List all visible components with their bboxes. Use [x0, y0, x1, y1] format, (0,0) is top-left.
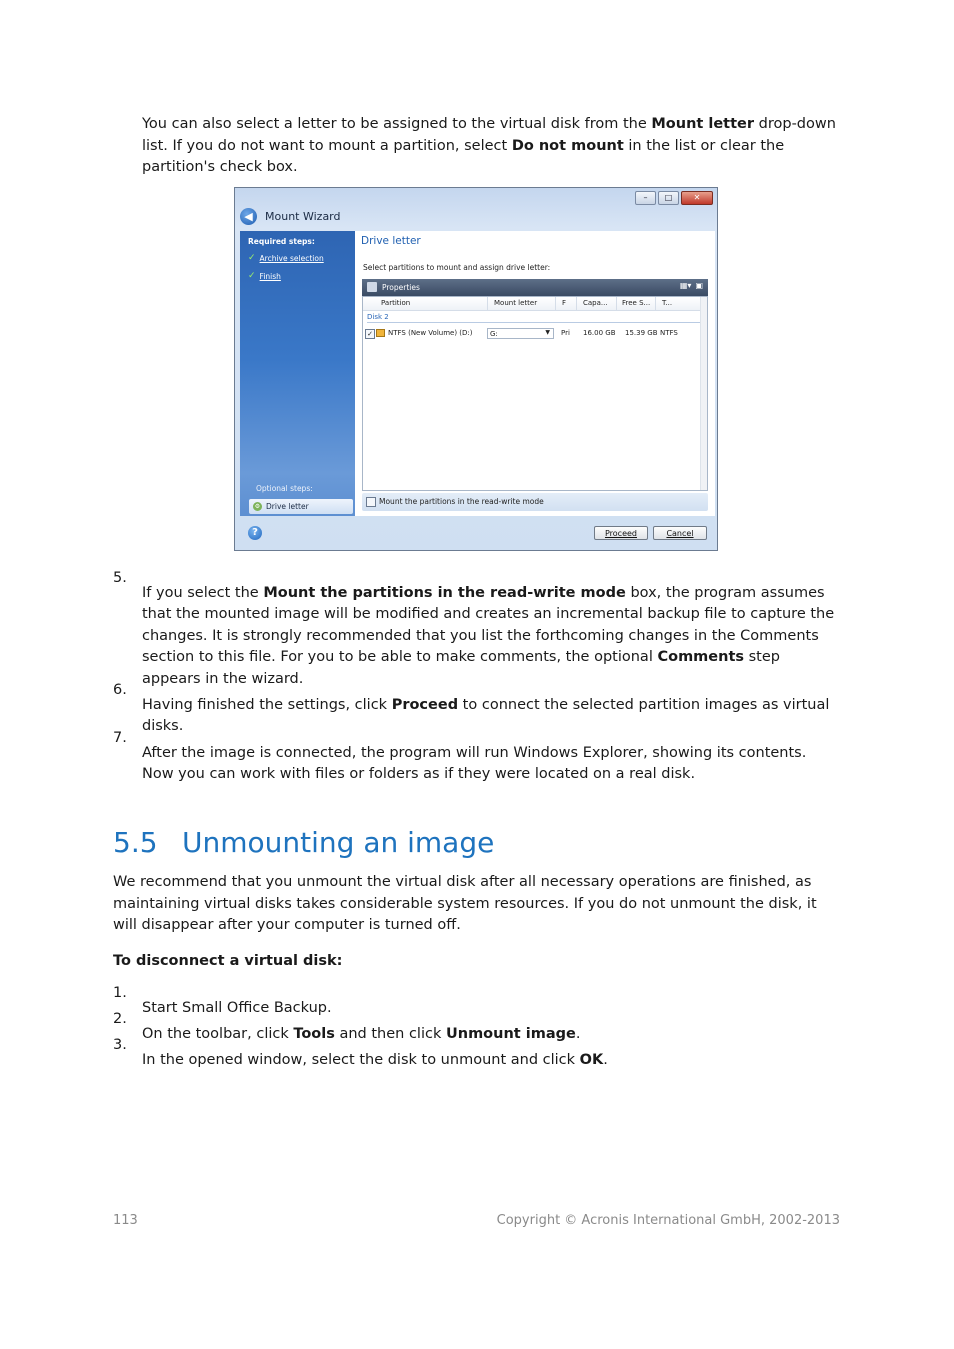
step-number: 2.: [113, 1011, 127, 1027]
required-steps-label: Required steps:: [248, 237, 315, 246]
checkmark-icon: ✓: [248, 253, 256, 263]
back-arrow-icon[interactable]: ◀: [240, 208, 257, 225]
partition-capacity: 16.00 GB: [583, 329, 616, 337]
window-title: Mount Wizard: [265, 210, 341, 223]
wizard-sidebar: [240, 231, 355, 516]
step-number: 1.: [113, 985, 127, 1001]
note-icon[interactable]: ▣: [695, 281, 703, 290]
help-icon[interactable]: ?: [248, 526, 262, 540]
col-type[interactable]: T...: [662, 299, 673, 307]
step-5-text: If you select the Mount the partitions in the read-write mode box, the program assumes that the mounted image will be modified and creates an incremental backup file to capture the changes. It is strongly recommended that you list the forthcoming changes in the Comments section to this file. For you to be able to make comments, the optional Comments step appears in the wizard.: [142, 584, 835, 687]
mount-wizard-screenshot: [234, 187, 718, 551]
disk-label: Disk 2: [367, 313, 389, 321]
unmount-step-3: In the opened window, select the disk to unmount and click OK.: [142, 1051, 608, 1068]
col-flags[interactable]: F: [562, 299, 567, 307]
window-controls: [635, 191, 713, 205]
minimize-button[interactable]: –: [635, 191, 656, 205]
col-free-space[interactable]: Free S...: [622, 299, 651, 307]
col-mount-letter[interactable]: Mount letter: [494, 299, 538, 307]
table-row[interactable]: [363, 326, 707, 340]
wizard-content: [355, 231, 715, 516]
step-archive-selection[interactable]: ✓ Archive selection: [248, 253, 324, 263]
step-finish[interactable]: ✓ Finish: [248, 271, 281, 281]
col-capacity[interactable]: Capa...: [583, 299, 608, 307]
unmount-step-2: On the toolbar, click Tools and then click Unmount image.: [142, 1025, 581, 1042]
read-write-mode-option[interactable]: Mount the partitions in the read-write mode: [362, 493, 708, 511]
columns-icon[interactable]: ▦▾: [679, 281, 692, 290]
chevron-down-icon: ▼: [545, 329, 550, 336]
partition-name: NTFS (New Volume) (D:): [388, 329, 473, 337]
cancel-button[interactable]: Cancel: [653, 526, 707, 540]
page-number: 113: [113, 1213, 138, 1228]
properties-icon: [367, 282, 377, 292]
subheading: To disconnect a virtual disk:: [113, 953, 343, 969]
section-number: 5.5: [113, 826, 158, 859]
intro-paragraph: You can also select a letter to be assigned to the virtual disk from the Mount letter drop-down list. If you do not want to mount a partition, select Do not mount in the list or clear the partition's check box.: [142, 116, 836, 176]
content-title: Drive letter: [361, 235, 421, 247]
partition-toolbar: [362, 279, 708, 296]
checkmark-icon: ✓: [248, 271, 256, 281]
step-6-text: Having finished the settings, click Proceed to connect the selected partition images as virtual disks.: [142, 696, 830, 735]
section-paragraph: We recommend that you unmount the virtual disk after all necessary operations are finished, as maintaining virtual disks takes considerable system resources. If you do not unmount the disk, it will disappear after your computer is turned off.: [113, 874, 817, 934]
partition-type: NTFS: [660, 329, 678, 337]
close-button[interactable]: ✕: [681, 191, 713, 205]
properties-button[interactable]: Properties: [382, 283, 420, 292]
mount-letter-select[interactable]: G: ▼: [487, 328, 554, 339]
unmount-step-1: Start Small Office Backup.: [142, 999, 332, 1016]
gear-icon: ⚙: [254, 503, 261, 510]
section-title: Unmounting an image: [182, 826, 495, 859]
partition-flags: Pri: [561, 329, 570, 337]
partition-checkbox[interactable]: ✓: [365, 329, 375, 339]
optional-steps-label: Optional steps:: [256, 484, 313, 493]
partition-free-space: 15.39 GB: [625, 329, 658, 337]
proceed-button[interactable]: Proceed: [594, 526, 648, 540]
list-scrollbar[interactable]: [700, 297, 707, 490]
copyright: Copyright © Acronis International GmbH, 2002-2013: [496, 1213, 840, 1228]
content-subtitle: Select partitions to mount and assign drive letter:: [363, 263, 551, 272]
read-write-checkbox[interactable]: [366, 497, 376, 507]
maximize-button[interactable]: □: [658, 191, 679, 205]
list-header: [363, 297, 707, 311]
step-number: 6.: [113, 682, 127, 698]
partition-list: [362, 296, 708, 491]
step-drive-letter[interactable]: ⚙ Drive letter: [249, 499, 353, 514]
col-partition[interactable]: Partition: [381, 299, 411, 307]
wizard-footer: [235, 516, 717, 551]
step-number: 7.: [113, 730, 127, 746]
step-7-text: After the image is connected, the program will run Windows Explorer, showing its contents. Now you can work with files or folders as if they were located on a real disk.: [142, 744, 807, 783]
step-number: 5.: [113, 570, 127, 586]
step-number: 3.: [113, 1037, 127, 1053]
drive-icon: [376, 329, 385, 337]
